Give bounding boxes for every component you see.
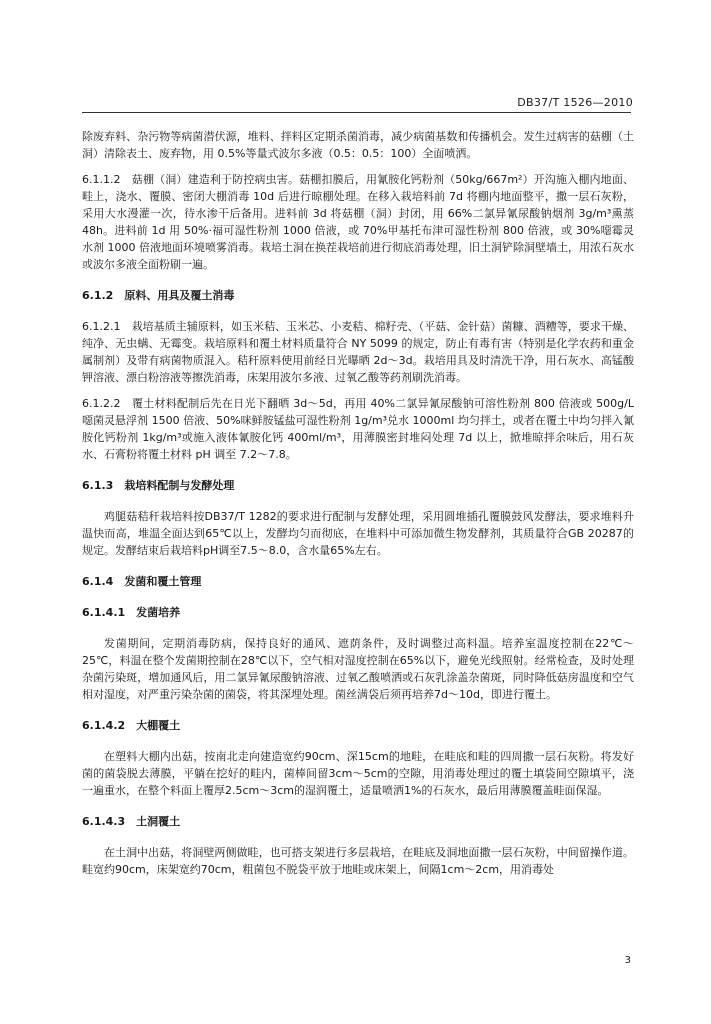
standard-number: DB37/T 1526—2010 <box>517 96 633 109</box>
clause-6-1-2-2: 6.1.2.2 覆土材料配制后先在日光下翻晒 3d～5d，再用 40%二氯异氰尿酸钠可溶性粉剂 800 倍液或 500g/L 噁菌灵悬浮剂 1500 倍液、50%咪鲜胺锰盐可湿性粉剂 1g/m³兑水 1000ml 均匀拌土，或者在覆土中均匀拌入氰胺化钙粉剂 1kg/m³或施入液体氰胺化钙 400ml/m³，用薄膜密封堆闷处理 7d 以上，掀堆晾拌余味后，用石灰水、石膏粉将覆土材料 pH 调至 7.2～7.8。 <box>82 397 634 461</box>
paragraph-6-1-4-2: 在塑料大棚内出菇，按南北走向建造宽约90cm、深15cm的地畦，在畦底和畦的四周撒一层石灰粉。将发好菌的菌袋脱去薄膜，平躺在挖好的畦内，菌棒间留3cm～5cm的空隙，用消毒处理过的覆土填袋间空隙填平，浇一遍重水，在整个料面上覆厚2.5cm～3cm的湿润覆土，适量喷洒1%的石灰水，最后用薄膜覆盖畦面保湿。 <box>82 750 634 797</box>
paragraph-6-1-4-3: 在土洞中出菇，将洞壁两侧做畦，也可搭支架进行多层栽培，在畦底及洞地面撒一层石灰粉，中间留操作道。畦宽约90cm，床架宽约70cm，粗菌包不脱袋平放于地畦或床架上，间隔1cm～2cm，用消毒处 <box>82 846 634 876</box>
document-body <box>82 128 634 878</box>
heading-6-1-4-3: 6.1.4.3 土洞覆土 <box>82 815 181 828</box>
paragraph-continued: 除废弃料、杂污物等病菌潜伏源，堆料、拌料区定期杀菌消毒，减少病菌基数和传播机会。发生过病害的菇棚（土洞）清除表土、废弃物，用 0.5%等量式波尔多液（0.5：0.5：100）全面喷洒。 <box>82 130 634 160</box>
heading-6-1-3: 6.1.3 栽培料配制与发酵处理 <box>82 479 235 492</box>
paragraph-6-1-4-1: 发菌期间，定期消毒防病，保持良好的通风、遮荫条件，及时调整过高料温。培养室温度控制在22℃～25℃，料温在整个发菌期控制在28℃以下，空气相对湿度控制在65%以下，避免光线照射。经常检查，及时处理杂菌污染斑，增加通风后，用二氯异氰尿酸钠溶液、过氧乙酸喷洒或石灰乳涂盖杂菌斑，同时降低菇房温度和空气相对湿度，对严重污染杂菌的菌袋，将其深埋处理。菌丝满袋后须再培养7d～10d，即进行覆土。 <box>82 637 634 701</box>
paragraph-6-1-3: 鸡腿菇秸秆栽培料按DB37/T 1282的要求进行配制与发酵处理，采用圆堆插孔覆膜鼓风发酵法，要求堆料升温快而高，堆温全面达到65℃以上，发酵均匀而彻底，在堆料中可添加微生物发酵剂，其质量符合GB 20287的规定。发酵结束后栽培料pH调至7.5～8.0，含水量65%左右。 <box>82 510 634 557</box>
header-rule <box>82 112 631 113</box>
heading-6-1-2: 6.1.2 原料、用具及覆土消毒 <box>82 289 235 302</box>
page-number: 3 <box>624 955 631 966</box>
heading-6-1-4-1: 6.1.4.1 发菌培养 <box>82 606 181 619</box>
heading-6-1-4: 6.1.4 发菌和覆土管理 <box>82 575 202 588</box>
clause-6-1-2-1: 6.1.2.1 栽培基质主辅原料，如玉米秸、玉米芯、小麦秸、棉籽壳、（平菇、金针菇）菌糠、酒糟等，要求干燥、纯净、无虫螨、无霉变。栽培原料和覆土材料质量符合 NY 5099 的规定，防止有毒有害（特别是化学农药和重金属制剂）及带有病菌物质混入。秸秆原料使用前经日光曝晒 2d～3d。栽培用具及时清洗干净，用石灰水、高锰酸钾溶液、漂白粉溶液等擦洗消毒，床架用波尔多液、过氧乙酸等药剂刷洗消毒。 <box>82 320 634 384</box>
clause-6-1-1-2: 6.1.1.2 菇棚（洞）建造利于防控病虫害。菇棚扣膜后，用氰胺化钙粉剂（50kg/667m²）开沟施入棚内地面、畦上，浇水、覆膜、密闭大棚消毒 10d 后进行晾棚处理。在移入栽培料前 7d 将棚内地面整平，撒一层石灰粉，采用大水漫灌一次，待水渗干后备用。进料前 3d 将菇棚（洞）封闭，用 66%二氯异氰尿酸钠烟剂 3g/m³熏蒸 48h。进料前 1d 用 50%·福可湿性粉剂 1000 倍液，或 70%甲基托布津可湿性粉剂 800 倍液，或 30%噁霉灵水剂 1000 倍液地面环境喷雾消毒。栽培土洞在换茬栽培前进行彻底消毒处理，旧土洞铲除洞壁墙土，用浓石灰水或波尔多液全面粉刷一遍。 <box>82 173 634 271</box>
heading-6-1-4-2: 6.1.4.2 大棚覆土 <box>82 719 181 732</box>
